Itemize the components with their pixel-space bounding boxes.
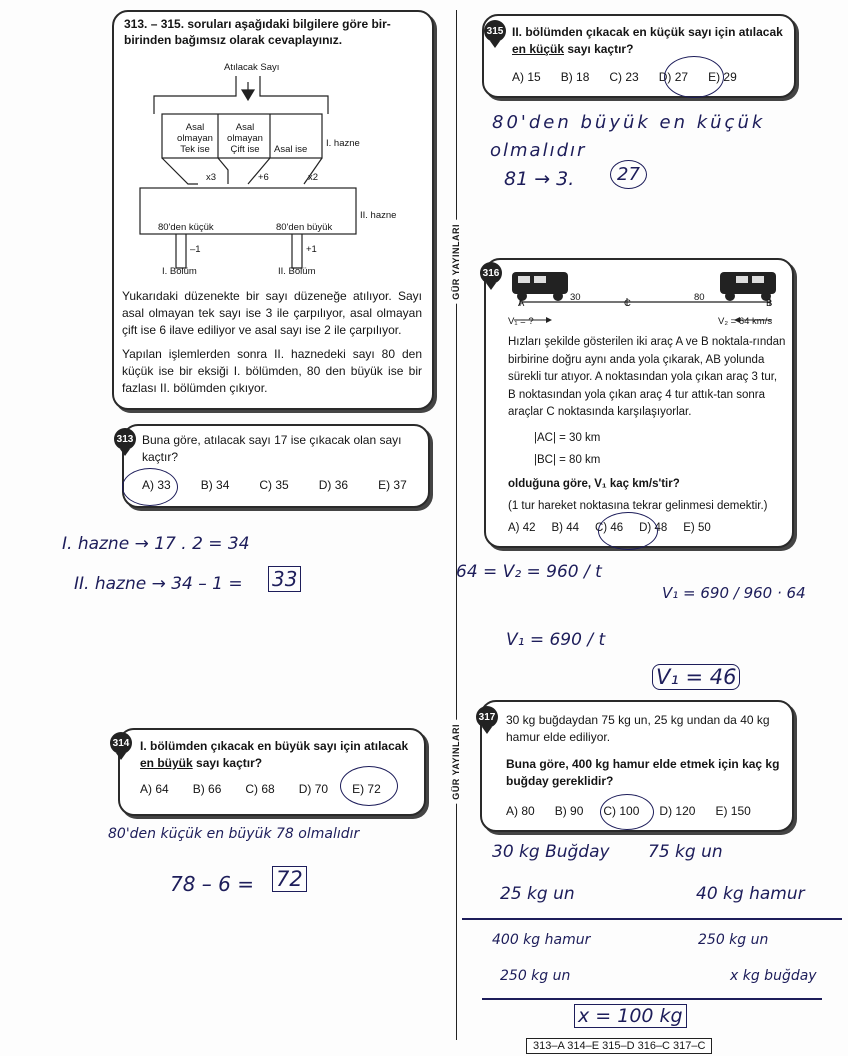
distance-cb-label: 80 — [694, 292, 705, 303]
handwriting-313-line1: I. hazne → 17 . 2 = 34 — [62, 534, 250, 554]
handwriting-314-answer: 72 — [272, 866, 307, 892]
op2-label: +6 — [258, 172, 269, 183]
handwriting-317-rule-2 — [482, 998, 822, 1000]
shared-info-paragraph-1: Yukarıdaki düzenekte bir sayı düzeneğe atılıyor. Sayı asal olmayan tek sayı ise 3 ile çarpılıyor, asal olmayan çift ise 6 ilave ediliyor ve asal sayı ise 2 ile çarpılıyor. — [122, 289, 422, 337]
op1-label: x3 — [206, 172, 217, 183]
handwriting-314-line1: 80'den küçük en büyük 78 olmalıdır — [108, 826, 360, 842]
plus1-label: +1 — [306, 244, 317, 255]
v2-label: V₂ = 64 km/s — [718, 316, 773, 327]
question-316-badge: 316 — [480, 262, 502, 284]
question-314-badge: 314 — [110, 732, 132, 754]
option-c[interactable]: C) 23 — [609, 70, 639, 84]
question-317-text-1: 30 kg buğdaydan 75 kg un, 25 kg undan da 40 kg hamur elde ediliyor. — [506, 713, 770, 744]
answer-key: 313–A 314–E 315–D 316–C 317–C — [526, 1038, 712, 1054]
v1-label: V₁ = ? — [508, 316, 534, 327]
question-316-box — [484, 258, 794, 548]
shared-info-paragraph-2: Yapılan işlemlerden sonra II. haznedeki sayı 80 den küçük ise bir eksiği I. bölümden, 80 den büyük ise bir fazlası II. bölümden çıkıyor. — [122, 347, 422, 395]
handwriting-317-line5: 400 kg hamur — [492, 932, 591, 948]
option-c[interactable]: C) 100 — [603, 804, 640, 818]
question-316-ac: |AC| = 30 km — [534, 432, 601, 444]
column-divider — [456, 10, 457, 1040]
option-d[interactable]: D) 48 — [639, 522, 668, 534]
option-a[interactable]: A) 42 — [508, 522, 536, 534]
option-d[interactable]: D) 120 — [659, 804, 696, 818]
answer-circle-315 — [664, 56, 724, 98]
handwriting-316-line3: V₁ = 690 / 960 · 64 — [662, 584, 806, 602]
part2-label: II. Bölüm — [278, 266, 316, 277]
handwriting-315-line2: olmalıdır — [490, 140, 587, 161]
option-c[interactable]: C) 46 — [595, 522, 624, 534]
option-a[interactable]: A) 80 — [506, 804, 535, 818]
option-e[interactable]: E) 29 — [708, 70, 737, 84]
handwriting-315-line1: 80'den büyük en küçük — [492, 112, 766, 133]
handwriting-317-answer: x = 100 kg — [574, 1004, 687, 1028]
slot1-label: Asal olmayan Tek ise — [177, 122, 213, 155]
thrown-label: Atılacak Sayı — [224, 62, 280, 73]
answer-circle-316 — [598, 512, 658, 550]
option-c[interactable]: C) 35 — [259, 478, 289, 492]
question-315-text-a: II. bölümden çıkacak en küçük sayı için atılacak — [512, 25, 783, 39]
answer-circle-317 — [600, 794, 654, 830]
chamber1-label: I. hazne — [326, 138, 360, 149]
slot2-label: Asal olmayan Çift ise — [227, 122, 263, 155]
question-317-badge: 317 — [476, 706, 498, 728]
more80-label: 80'den büyük — [276, 222, 333, 233]
option-e[interactable]: E) 72 — [352, 782, 381, 796]
less80-label: 80'den küçük — [158, 222, 214, 233]
question-314-text-b: en büyük — [140, 756, 193, 770]
point-a-label: A — [518, 298, 525, 309]
handwriting-314-line2: 78 – 6 = — [170, 872, 255, 896]
option-e[interactable]: E) 150 — [715, 804, 751, 818]
question-317-text-2: Buna göre, 400 kg hamur elde etmek için kaç kg buğday gereklidir? — [506, 757, 780, 788]
chamber2-label: II. hazne — [360, 210, 397, 221]
option-b[interactable]: B) 18 — [560, 70, 590, 84]
question-315-text-c: sayı kaçtır? — [567, 42, 634, 56]
part1-label: I. Bölüm — [162, 266, 197, 277]
question-314-text-a: I. bölümden çıkacak en büyük sayı için atılacak — [140, 739, 409, 753]
handwriting-317-line6: 250 kg un — [698, 932, 769, 948]
question-316-note: (1 tur hareket noktasına tekrar gelinmesi demektir.) — [508, 500, 768, 512]
handwriting-315-line3: 81 → 3. — [504, 168, 575, 190]
question-316-text: Hızları şekilde gösterilen iki araç A ve B noktala-rından birbirine doğru aynı anda yola çıkarak, AB yolunda sürekli tur atıyor. A noktasından yola çıkan araç 3 tur, B noktasından yola çıkan araç 4 tur attık-tan sonra araçlar C noktasında karşılaşıyorlar. — [508, 336, 786, 418]
answer-circle-314 — [340, 766, 398, 806]
handwriting-317-line2: 75 kg un — [648, 842, 723, 862]
option-b[interactable]: B) 44 — [551, 522, 579, 534]
handwriting-316-line1: 64 = V₂ = 960 / t — [456, 562, 602, 582]
option-d[interactable]: D) 70 — [298, 782, 329, 796]
option-c[interactable]: C) 68 — [245, 782, 275, 796]
handwriting-316-line2: V₁ = 690 / t — [506, 630, 606, 650]
option-a[interactable]: A) 64 — [140, 782, 169, 796]
minus1-label: –1 — [190, 244, 201, 255]
slot3-label: Asal ise — [274, 144, 308, 155]
question-315-badge: 315 — [484, 20, 506, 42]
option-a[interactable]: A) 33 — [142, 478, 171, 492]
option-a[interactable]: A) 15 — [512, 70, 541, 84]
question-313-badge: 313 — [114, 428, 136, 450]
question-315-text — [512, 24, 792, 58]
answer-circle-313 — [122, 468, 178, 506]
option-b[interactable]: B) 66 — [192, 782, 222, 796]
handwriting-317-line8: x kg buğday — [730, 968, 817, 984]
handwriting-315-answer: 27 — [610, 160, 647, 189]
question-316-bc: |BC| = 80 km — [534, 454, 601, 466]
question-314-text-c: sayı kaçtır? — [196, 756, 263, 770]
machine-diagram-svg — [136, 60, 406, 280]
shared-info-title: 313. – 315. soruları aşağıdaki bilgilere göre bir-birinden bağımsız olarak cevaplayınız. — [124, 17, 391, 47]
question-316-ask: olduğuna göre, V₁ kaç km/s'tir? — [508, 478, 680, 490]
option-d[interactable]: D) 27 — [658, 70, 689, 84]
handwriting-316-answer: V₁ = 46 — [652, 664, 740, 690]
point-c-label: C — [624, 298, 631, 309]
handwriting-317-line4: 40 kg hamur — [696, 884, 805, 904]
handwriting-317-line3: 25 kg un — [500, 884, 575, 904]
publisher-label-bottom: GÜR YAYINLARI — [450, 720, 462, 804]
question-313-options — [142, 478, 407, 492]
publisher-label-top: GÜR YAYINLARI — [450, 220, 462, 304]
question-315-box — [482, 14, 796, 98]
question-313-text: Buna göre, atılacak sayı 17 ise çıkacak olan sayı kaçtır? — [142, 433, 402, 464]
option-e[interactable]: E) 50 — [683, 522, 711, 534]
option-e[interactable]: E) 37 — [378, 478, 407, 492]
handwriting-313-line2: II. hazne → 34 – 1 = — [74, 574, 243, 594]
option-d[interactable]: D) 36 — [318, 478, 349, 492]
option-b[interactable]: B) 90 — [554, 804, 584, 818]
machine-diagram — [136, 60, 406, 280]
distance-ac-label: 30 — [570, 292, 581, 303]
question-315-text-b: en küçük — [512, 42, 565, 56]
point-b-label: B — [766, 298, 773, 309]
op3-label: x2 — [308, 172, 319, 183]
handwriting-313-answer: 33 — [268, 566, 301, 592]
handwriting-317-line1: 30 kg Buğday — [492, 842, 610, 862]
option-b[interactable]: B) 34 — [200, 478, 230, 492]
shared-info-box — [112, 10, 434, 410]
handwriting-317-line7: 250 kg un — [500, 968, 571, 984]
handwriting-317-rule-1 — [462, 918, 842, 920]
